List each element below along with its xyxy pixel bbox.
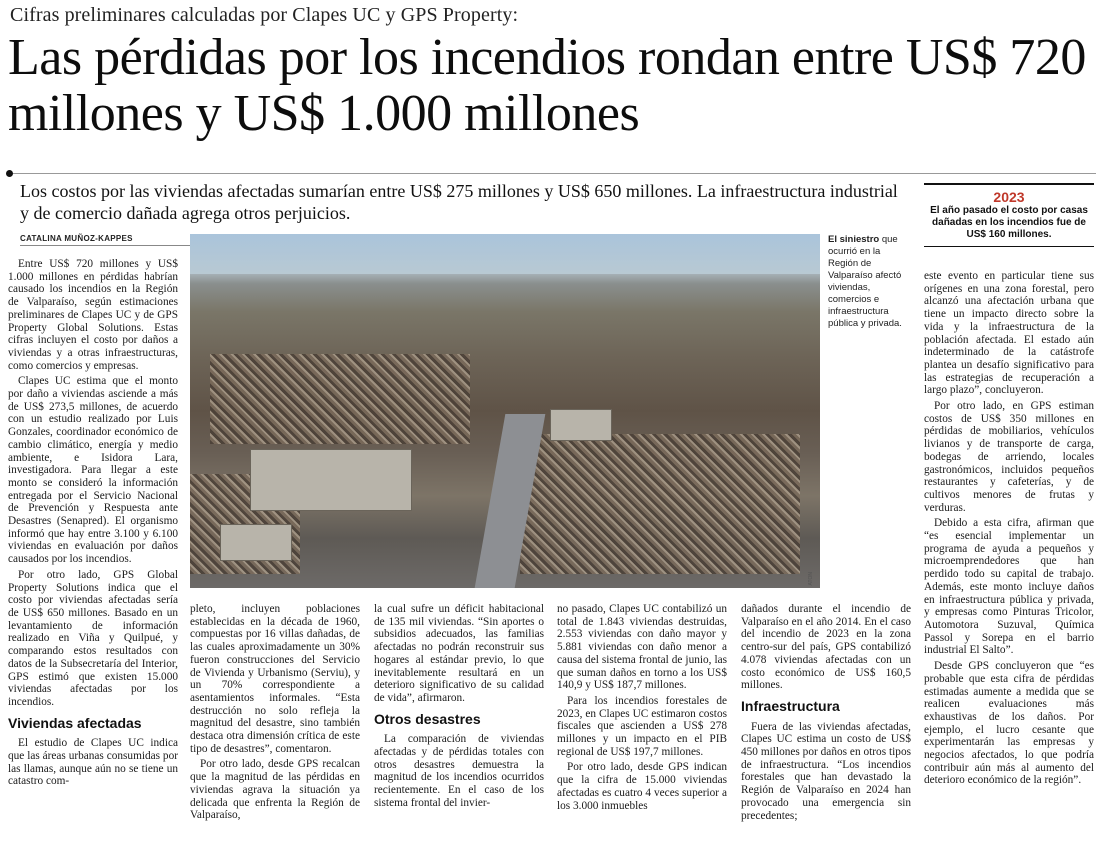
caption-bold: El siniestro bbox=[828, 234, 880, 245]
sidebar-year: 2023 bbox=[993, 189, 1025, 205]
sidebar-rule bbox=[924, 183, 1094, 185]
paragraph: Para los incendios forestales de 2023, en Clapes UC estimaron costos fiscales que ascienden a US$ 278 millones y un impacto en el PIB regional de US$ 197,7 millones. bbox=[557, 694, 727, 758]
sidebar-box bbox=[924, 183, 1094, 247]
headline: Las pérdidas por los incendios rondan entre US$ 720 millones y US$ 1.000 millones bbox=[8, 29, 1086, 142]
caption-text: que ocurrió en la Región de Valparaíso afectó viviendas, comercios e infraestructura pública y privada. bbox=[828, 234, 902, 329]
header-rule bbox=[8, 173, 1096, 174]
paragraph: Debido a esta cifra, afirman que “es esencial implementar un programa de ayuda a pequeños y microemprendedores que han perdido todo su capital de trabajo. Además, este monto incluye daños en infraestructura pública y privada, y empresas como Pinturas Tricolor, Automotora Suzuval, Química Passol y Sorepa en el barrio industrial El Salto”. bbox=[924, 517, 1094, 657]
kicker: Cifras preliminares calculadas por Clapes UC y GPS Property: bbox=[10, 4, 519, 26]
paragraph: Por otro lado, desde GPS indican que la cifra de 15.000 viviendas afectadas es cuatro 4 veces superior a los 3.000 inmuebles bbox=[557, 761, 727, 812]
subhead-viviendas: Viviendas afectadas bbox=[8, 714, 142, 731]
photo-house bbox=[550, 409, 612, 441]
paragraph: Clapes UC estima que el monto por daño a viviendas asciende a más de US$ 273,5 millones, de acuerdo con un estudio realizado por Luis Gonzales, coordinador económico de cambio climático, energía y medio ambiente, e Isidora Lara, investigadora. Para llegar a este monto se consideró la información entregada por el Servicio Nacional de Prevención y Respuesta ante Desastres (Senapred). El organismo informó que hay entre 3.100 y 6.100 viviendas en evaluación por daños causados por los incendios. bbox=[8, 375, 178, 566]
photo-credit: ATON bbox=[808, 572, 814, 586]
paragraph: la cual sufre un déficit habitacional de 135 mil viviendas. “Sin aportes o subsidios adecuados, las familias afectadas no podrán reconstruir sus hogares al estándar previo, lo que inevitablemente resultará en un deterioro significativo de su calidad de vida”, afirmaron. bbox=[374, 603, 544, 704]
sidebar-rule-bottom bbox=[924, 246, 1094, 247]
paragraph: pleto, incluyen poblaciones establecidas en la década de 1960, compuestas por 16 villas dañadas, de las cuales aproximadamente un 30% fueron construcciones del Servicio de Vivienda y Urbanismo (Serviu), y un 70% correspondiente a asentamientos informales. “Esta destrucción no solo refleja la magnitud del desastre, sino también destaca otra dimensión crítica de este tipo de desastres”, comentaron. bbox=[190, 603, 360, 755]
subhead-infraestructura: Infraestructura bbox=[741, 697, 840, 714]
subhead-otros: Otros desastres bbox=[374, 710, 481, 727]
paragraph: Fuera de las viviendas afectadas, Clapes UC estima un costo de US$ 450 millones por daños en otros tipos de infraestructura. “Los incendios forestales que han devastado la Región de Valparaíso en 2024 han provocado una emergencia sin precedentes; bbox=[741, 720, 911, 822]
deck: Los costos por las viviendas afectadas sumarían entre US$ 275 millones y US$ 650 millones. La infraestructura industrial y de comercio dañada agrega otros perjuicios. bbox=[20, 181, 898, 223]
paragraph: El estudio de Clapes UC indica que las áreas urbanas consumidas por las llamas, aunque aún no se tiene un catastro com- bbox=[8, 737, 178, 788]
photo-caption bbox=[828, 234, 910, 330]
paragraph: La comparación de viviendas afectadas y de pérdidas totales con otros desastres demuestra la magnitud de los incendios ocurridos recientemente. En el caso de los sistema frontal del invier- bbox=[374, 733, 544, 809]
column-2 bbox=[190, 603, 360, 825]
photo-fire-aftermath bbox=[190, 234, 820, 588]
photo-sky bbox=[190, 234, 820, 274]
column-5 bbox=[741, 603, 911, 825]
paragraph: dañados durante el incendio de Valparaíso en el año 2014. En el caso del incendio de 2023 en la zona centro-sur del país, GPS contabilizó 4.078 viviendas afectadas con un costo económico de US$ 160,5 millones. bbox=[741, 603, 911, 692]
byline: CATALINA MUÑOZ-KAPPES bbox=[20, 234, 190, 246]
paragraph: este evento en particular tiene sus orígenes en una zona forestal, pero alcanzó una afectación urbana que tiene un impacto directo sobre la vida y la infraestructura de la población afectada. El estado aún indeterminado de la catástrofe plantea un desafío significativo para las estrategias de recuperación a largo plazo”, concluyeron. bbox=[924, 270, 1094, 397]
paragraph: Entre US$ 720 millones y US$ 1.000 millones en pérdidas habrían causado los incendios en la Región de Valparaíso, según estimaciones preliminares de Clapes UC y de GPS Property Global Solutions. Estas cifras incluyen el costo por daños a viviendas y a otras infraestructuras, como comercios y empresas. bbox=[8, 258, 178, 372]
column-4 bbox=[557, 603, 727, 815]
photo-house bbox=[250, 449, 412, 511]
column-1 bbox=[8, 258, 178, 791]
column-6 bbox=[924, 270, 1094, 790]
paragraph: Por otro lado, desde GPS recalcan que la magnitud de las pérdidas en viviendas agrava la situación ya delicada que enfrenta la Región de Valparaíso, bbox=[190, 758, 360, 822]
paragraph: Por otro lado, en GPS estiman costos de US$ 350 millones en pérdidas de mobiliarios, vehículos livianos y de transporte de carga, bodegas de arriendo, locales gastronómicos, incluidos pequeños restaurantes y cafeterías, y de cultivos menores de frutas y verduras. bbox=[924, 400, 1094, 514]
photo-house bbox=[220, 524, 292, 561]
paragraph: no pasado, Clapes UC contabilizó un total de 1.843 viviendas destruidas, 2.553 viviendas con daño mayor y 5.881 viviendas con daño menor a causa del sistema frontal de junio, las que suman daños en torno a los US$ 140,9 y US$ 187,7 millones. bbox=[557, 603, 727, 692]
sidebar-text: El año pasado el costo por casas dañadas en los incendios fue de US$ 160 millones. bbox=[930, 205, 1088, 240]
paragraph: Desde GPS concluyeron que “es probable que esta cifra de pérdidas estimadas aumente a medida que se realicen evaluaciones más exhaustivas de los daños. Por ejemplo, el lucro cesante que experimentarán las empresas y negocios afectados, lo que podría contribuir aún más al aumento del deterioro económico de la región”. bbox=[924, 660, 1094, 787]
photo-ruins bbox=[520, 434, 800, 574]
column-3 bbox=[374, 603, 544, 813]
paragraph: Por otro lado, GPS Global Property Solutions indica que el costo por viviendas afectadas sería de US$ 650 millones. Basado en un levantamiento de información realizado en Viña y Quilpué, y comparando estos resultados con datos de la Subsecretaría del Interior, GPS estimó que existen 15.000 viviendas afectadas por los incendios. bbox=[8, 568, 178, 708]
photo-ruins bbox=[210, 354, 470, 444]
bullet-dot bbox=[6, 170, 13, 177]
